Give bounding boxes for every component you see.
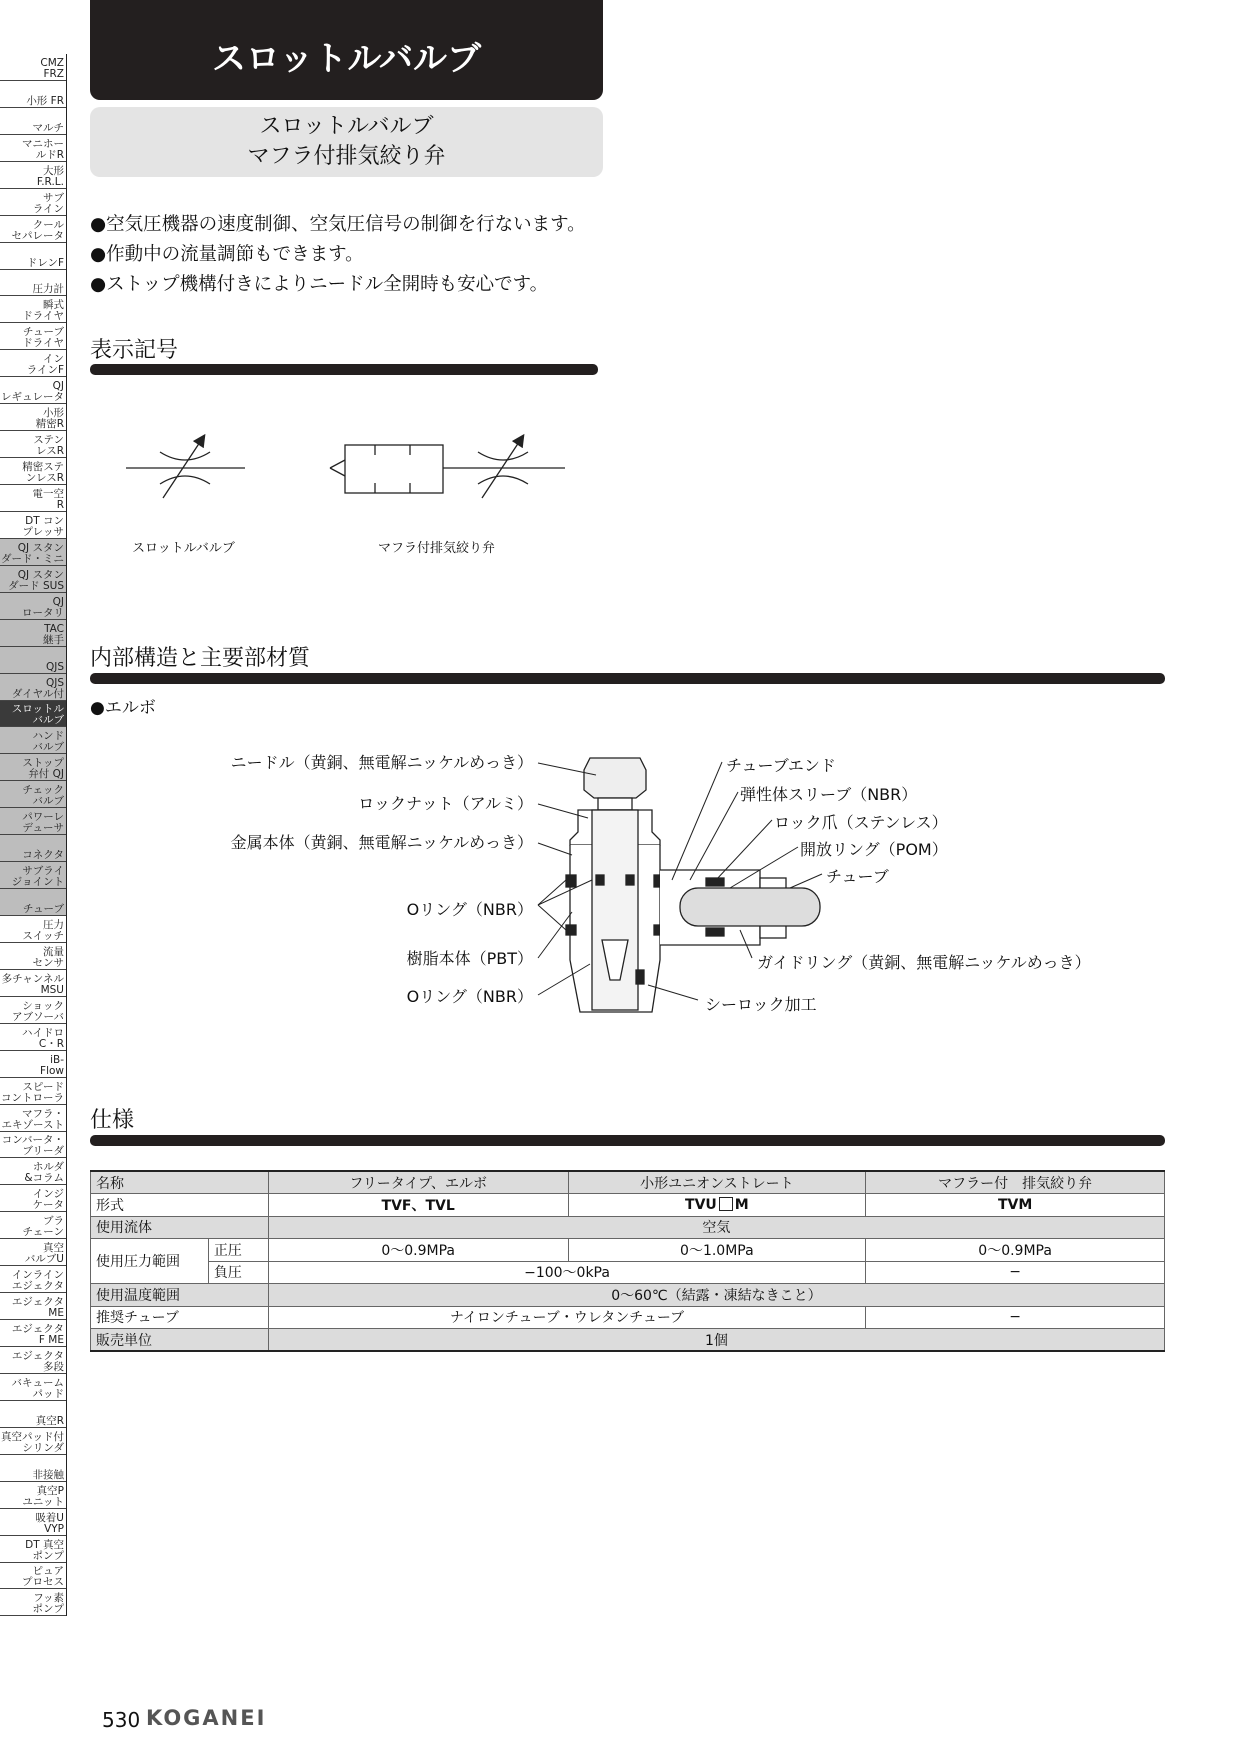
sub-label: 負圧 [208,1261,268,1284]
side-index-tab[interactable]: サブライ ジョイント [0,862,66,889]
table-row [91,1306,1165,1329]
model-suffix: M [734,1196,749,1213]
row-label: 形式 [91,1194,269,1217]
side-index-tab[interactable]: ストップ 弁付 QJ [0,754,66,781]
subtitle-line-1: スロットルバルブ [259,114,434,139]
section-rule [90,673,1165,684]
table-cell: マフラー付 排気絞り弁 [866,1171,1165,1194]
row-label: 販売単位 [91,1329,269,1352]
side-index-tab[interactable]: 非接触 [0,1455,66,1482]
side-index-tab[interactable]: 瞬式 ドライヤ [0,296,66,323]
side-index-tab[interactable]: ステン レスR [0,431,66,458]
side-index-tab[interactable]: DT 真空 ポンプ [0,1536,66,1563]
table-cell: − [866,1261,1165,1284]
callout-guide-ring: ガイドリング（黄銅、無電解ニッケルめっき） [757,953,1091,972]
callout-lock-claw: ロック爪（ステンレス） [774,813,948,832]
table-cell: 0～0.9MPa [866,1239,1165,1262]
table-cell: ナイロンチューブ・ウレタンチューブ [268,1306,865,1329]
table-cell: 0～1.0MPa [568,1239,866,1262]
side-index-tab[interactable]: ハンド バルブ [0,727,66,754]
table-cell: TVF、TVL [268,1194,568,1217]
side-index-tab[interactable]: チェック バルブ [0,781,66,808]
table-cell: − [866,1306,1165,1329]
title-text: スロットルバルブ [212,38,481,79]
side-index-tab[interactable]: 圧力計 [0,270,66,297]
side-index-tab[interactable]: エジェクタ ME [0,1293,66,1320]
side-index-tab[interactable]: イン ラインF [0,350,66,377]
table-row [91,1261,1165,1284]
side-index-tab[interactable]: QJ レギュレータ [0,377,66,404]
side-index-tab[interactable]: TAC 継手 [0,620,66,647]
row-label: 名称 [91,1171,269,1194]
table-cell: 1個 [268,1329,1164,1352]
sub-label: 正圧 [208,1239,268,1262]
structure-heading: 内部構造と主要部材質 [90,646,311,671]
table-cell: 0～0.9MPa [268,1239,568,1262]
table-cell: 0～60℃（結露・凍結なきこと） [268,1284,1164,1307]
side-index-tab[interactable]: 真空 バルブU [0,1239,66,1266]
table-row [91,1329,1165,1352]
side-index-tab[interactable]: コネクタ [0,835,66,862]
side-index-tab[interactable]: 圧力 スイッチ [0,916,66,943]
elbow-label: ●エルボ [90,698,156,718]
side-index-tab[interactable]: 真空パッド付 シリンダ [0,1428,66,1455]
side-index-tab[interactable]: ショック アブソーバ [0,997,66,1024]
side-index-tab[interactable]: 大形 F.R.L. [0,162,66,189]
callout-lock-nut: ロックナット（アルミ） [358,794,533,813]
callout-needle: ニードル（黄銅、無電解ニッケルめっき） [230,753,533,772]
row-label: 使用流体 [91,1216,269,1239]
side-index-tab[interactable]: マルチ [0,108,66,135]
side-index-tab[interactable]: 電一空 R [0,485,66,512]
feature-item: ●作動中の流量調節もできます。 [90,244,364,265]
side-index-tab[interactable]: チューブ [0,889,66,916]
muffler-symbol-label: マフラ付排気絞り弁 [378,541,496,556]
table-row [91,1284,1165,1307]
side-index-tab[interactable]: QJ スタン ダード SUS [0,566,66,593]
callout-o-ring-1: Oリング（NBR） [406,900,533,919]
side-index-tab[interactable]: ドレンF [0,243,66,270]
page-number: 530 [102,1708,141,1732]
table-cell: 空気 [268,1216,1164,1239]
throttle-valve-symbol [126,436,245,498]
table-row [91,1194,1165,1217]
callout-tube-end: チューブエンド [726,756,836,775]
spec-table [90,1170,1165,1352]
side-index-tab[interactable]: CMZ FRZ [0,54,66,81]
callout-release-ring: 開放リング（POM） [800,840,948,859]
side-index-tab[interactable]: QJ ロータリ [0,593,66,620]
side-index-tab[interactable]: クール セパレータ [0,216,66,243]
table-row [91,1171,1165,1194]
subtitle-line-2: マフラ付排気絞り弁 [247,144,446,169]
throttle-symbol-label: スロットルバルブ [132,541,235,556]
side-index-tab[interactable]: パワーレ デューサ [0,808,66,835]
brand-logo: KOGANEI [146,1706,267,1730]
side-index-tab[interactable]: スピード コントローラ [0,1078,66,1105]
table-cell [568,1194,866,1217]
side-index-tab[interactable]: フッ素 ポンプ [0,1589,66,1616]
section-rule [90,1135,1165,1146]
side-index-tab[interactable]: マフラ・ エキゾースト [0,1105,66,1132]
side-index-tab[interactable]: スロットル バルブ [0,701,66,728]
side-index-tab[interactable]: エジェクタ F ME [0,1320,66,1347]
feature-item: ●ストップ機構付きによりニードル全開時も安心です。 [90,274,549,295]
side-index-tab[interactable]: コンバータ・ ブリーダ [0,1132,66,1159]
side-index-tab[interactable]: 真空P ユニット [0,1482,66,1509]
side-index-tab[interactable]: インライン エジェクタ [0,1266,66,1293]
side-index-tab[interactable]: 吸着U VYP [0,1509,66,1536]
side-index-tab[interactable]: チューブ ドライヤ [0,323,66,350]
table-row [91,1239,1165,1262]
feature-item: ●空気圧機器の速度制御、空気圧信号の制御を行ないます。 [90,214,586,235]
callout-resin-body: 樹脂本体（PBT） [406,949,533,968]
table-cell: −100～0kPa [268,1261,865,1284]
callout-tube: チューブ [826,867,889,886]
symbols-heading: 表示記号 [90,338,179,363]
callout-o-ring-2: Oリング（NBR） [406,987,533,1006]
side-index-tab[interactable]: エジェクタ 多段 [0,1347,66,1374]
side-index-tab[interactable]: QJS ダイヤル付 [0,674,66,701]
side-index-tab[interactable]: 小形 精密R [0,404,66,431]
side-index-tab[interactable]: 流量 センサ [0,943,66,970]
side-index-tab[interactable]: DT コン プレッサ [0,512,66,539]
side-index-tab[interactable]: マニホー ルドR [0,135,66,162]
blank-square-icon [719,1197,733,1211]
side-index-tab[interactable]: iB- Flow [0,1051,66,1078]
side-index-tab[interactable]: ブラ チェーン [0,1212,66,1239]
callout-sealock: シーロック加工 [705,995,817,1014]
side-index-tab[interactable]: 多チャンネル MSU [0,970,66,997]
spec-heading: 仕様 [90,1108,135,1133]
row-label: 推奨チューブ [91,1306,269,1329]
muffler-valve-symbol [330,436,565,498]
callout-elastic-sleeve: 弾性体スリーブ（NBR） [740,785,918,804]
table-cell: TVM [866,1194,1165,1217]
row-label: 使用温度範囲 [91,1284,269,1307]
side-index-tab[interactable]: QJS [0,647,66,674]
table-row [91,1216,1165,1239]
row-label: 使用圧力範囲 [91,1239,209,1284]
table-cell: 小形ユニオンストレート [568,1171,866,1194]
side-index-tab[interactable]: ハイドロ C・R [0,1024,66,1051]
side-index-tab[interactable]: 小形 FR [0,81,66,108]
model-prefix: TVU [685,1196,717,1213]
callout-metal-body: 金属本体（黄銅、無電解ニッケルめっき） [230,833,533,852]
side-index-tab[interactable]: QJ スタン ダード・ミニ [0,539,66,566]
side-index-tab[interactable]: ピュア プロセス [0,1563,66,1590]
side-index-tab[interactable]: ホルダ &コラム [0,1158,66,1185]
side-index-tab[interactable]: バキューム パッド [0,1374,66,1401]
side-index-tab[interactable]: 真空R [0,1401,66,1428]
side-index-tab[interactable]: サブ ライン [0,189,66,216]
side-index-tab[interactable]: 精密ステ ンレスR [0,458,66,485]
table-cell: フリータイプ、エルボ [268,1171,568,1194]
side-index-tab[interactable]: インジ ケータ [0,1185,66,1212]
